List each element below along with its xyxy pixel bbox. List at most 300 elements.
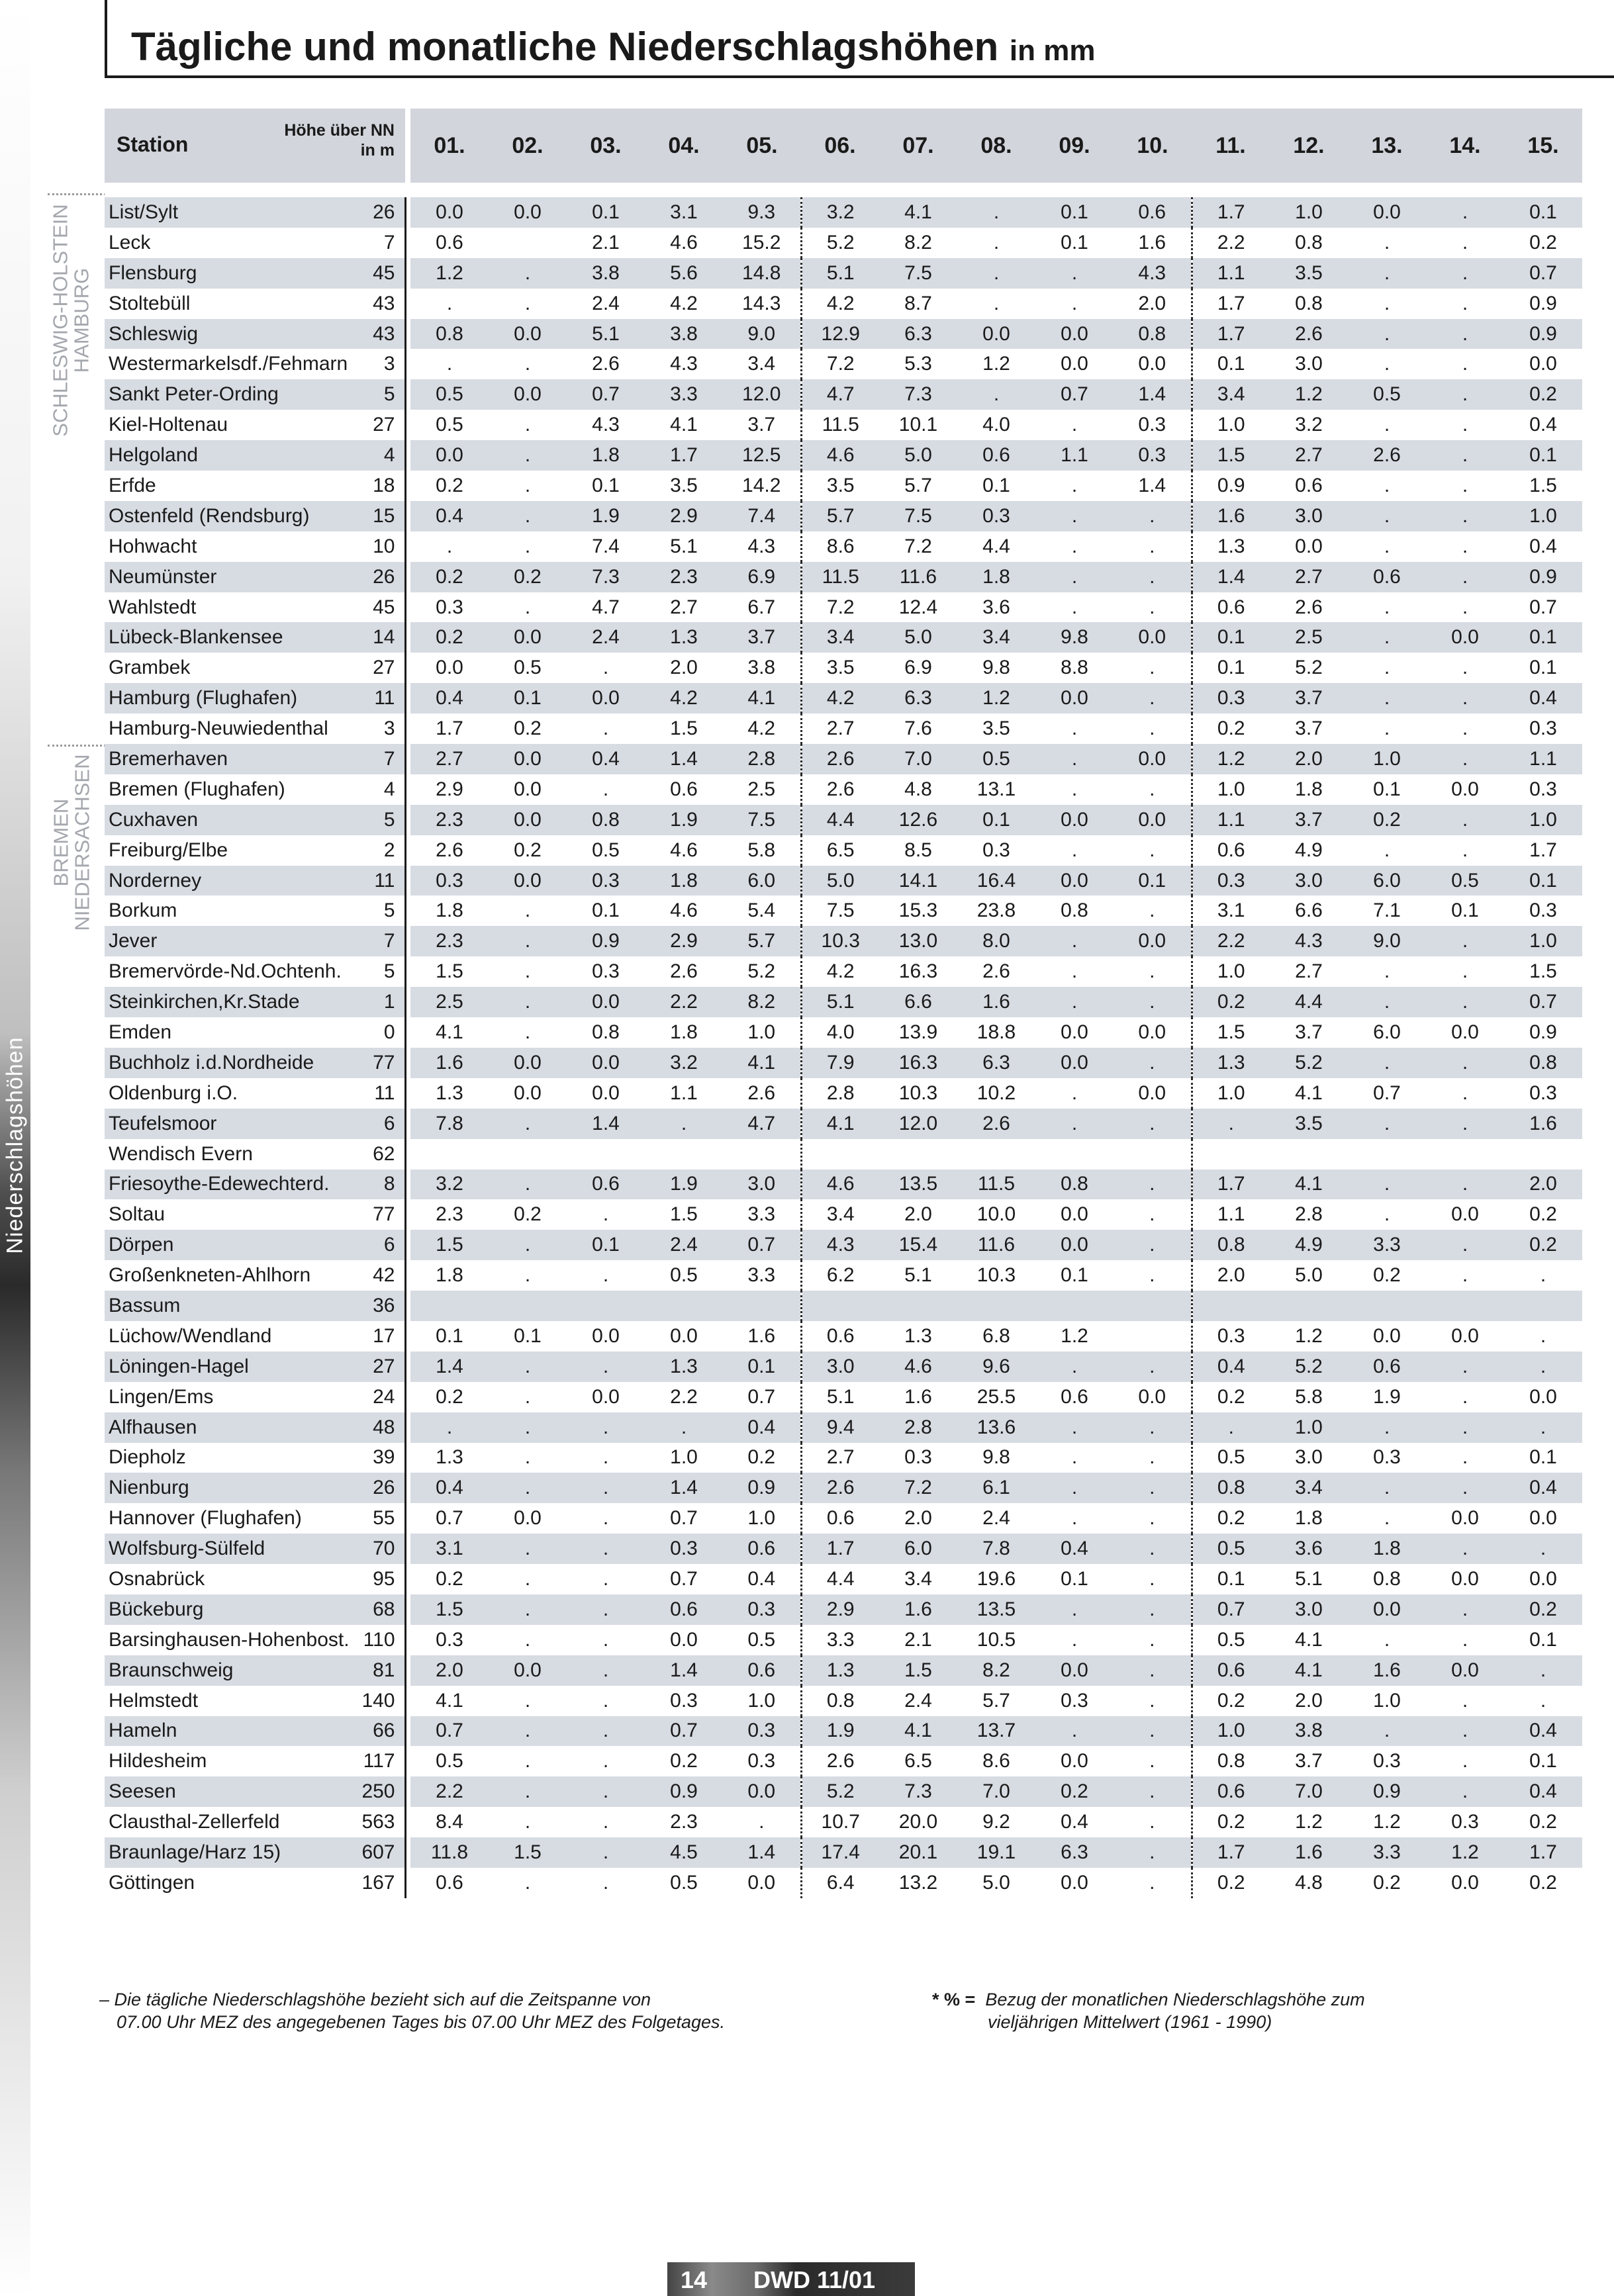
station-elevation-cell: 563 xyxy=(361,1811,395,1833)
daily-value-cell: 5.1 xyxy=(826,1385,855,1408)
station-elevation-cell: 77 xyxy=(357,1048,405,1078)
table-row xyxy=(105,319,1582,349)
daily-value-cell: 0.2 xyxy=(1504,379,1582,410)
daily-value-cell: 0.4 xyxy=(1529,414,1557,436)
daily-value-cell: . xyxy=(567,1473,645,1503)
daily-value-cell: . xyxy=(1071,717,1078,740)
daily-value-cell: 0.6 xyxy=(723,1534,801,1564)
daily-value-cell: 1.2 xyxy=(1373,1811,1401,1833)
table-row xyxy=(105,1109,1582,1139)
daily-value-cell: 0.0 xyxy=(1035,805,1114,835)
daily-value-cell: 2.4 xyxy=(982,1507,1010,1530)
daily-value-cell: . xyxy=(567,1534,645,1564)
daily-value-cell: 0.0 xyxy=(1451,1203,1479,1226)
table-row xyxy=(105,349,1582,379)
daily-value-cell: 7.5 xyxy=(723,805,801,835)
station-name-cell: Erfde xyxy=(109,474,156,496)
daily-value-cell: 0.0 xyxy=(1114,1078,1192,1109)
daily-value-cell: 2.7 xyxy=(826,1446,855,1469)
daily-value-cell: 2.4 xyxy=(592,292,620,314)
daily-value-cell: 14.8 xyxy=(723,258,801,289)
station-elevation-cell: 10 xyxy=(373,535,395,557)
column-separator xyxy=(405,1837,410,1868)
daily-value-cell: 0.1 xyxy=(1217,657,1245,679)
daily-value-cell: . xyxy=(1384,960,1390,983)
daily-value-cell: 1.8 xyxy=(957,562,1035,592)
daily-value-cell: 0.6 xyxy=(1217,596,1245,618)
daily-value-cell: 4.6 xyxy=(801,440,879,471)
daily-value-cell: 2.8 xyxy=(826,1081,855,1104)
daily-value-cell: . xyxy=(993,231,1000,253)
daily-value-cell: . xyxy=(1114,562,1192,592)
daily-value-cell: . xyxy=(410,1412,489,1443)
table-row xyxy=(105,1139,1582,1170)
daily-value-cell: 7.0 xyxy=(879,744,957,774)
daily-value-cell: . xyxy=(957,197,1035,228)
daily-value-cell: 4.2 xyxy=(645,683,723,713)
daily-value-cell: 0.4 xyxy=(1192,1352,1270,1382)
daily-value-cell: 0.3 xyxy=(723,1746,801,1776)
table-row xyxy=(105,1625,1582,1655)
daily-value-cell: 0.3 xyxy=(670,1689,698,1712)
daily-value-cell: 1.4 xyxy=(1114,471,1192,501)
daily-value-cell: 1.0 xyxy=(1504,805,1582,835)
daily-value-cell: . xyxy=(567,1352,645,1382)
daily-value-cell: 0.1 xyxy=(1061,1568,1088,1590)
station-name-cell: Teufelsmoor xyxy=(105,1109,357,1139)
daily-value-cell: 1.2 xyxy=(1061,1324,1088,1347)
daily-value-cell: 3.3 xyxy=(723,1199,801,1230)
daily-value-cell: 2.6 xyxy=(982,960,1010,983)
daily-value-cell: 1.8 xyxy=(436,1264,463,1287)
table-row xyxy=(105,713,1582,744)
daily-value-cell: 0.1 xyxy=(1504,622,1582,653)
table-header-row xyxy=(105,109,1582,183)
daily-value-cell: . xyxy=(1114,956,1192,987)
station-elevation-cell: 7 xyxy=(357,744,405,774)
page-title-unit: in mm xyxy=(1009,34,1096,67)
daily-value-cell: 0.1 xyxy=(489,683,567,713)
day-column-header: 11. xyxy=(1192,109,1270,183)
daily-value-cell: . xyxy=(1426,1412,1504,1443)
daily-value-cell: . xyxy=(1426,805,1504,835)
daily-value-cell: . xyxy=(602,1750,609,1772)
station-elevation-cell: 11 xyxy=(357,866,405,896)
daily-value-cell: 0.7 xyxy=(1529,596,1557,618)
daily-value-cell: . xyxy=(1462,292,1468,314)
daily-value-cell: 0.6 xyxy=(1192,1776,1270,1807)
daily-value-cell: . xyxy=(1462,474,1468,496)
daily-value-cell: . xyxy=(1114,1503,1192,1534)
daily-value-cell: 0.4 xyxy=(410,1473,489,1503)
daily-value-cell: . xyxy=(1384,414,1390,436)
daily-value-cell: 3.2 xyxy=(645,1048,723,1078)
station-name-cell: Wahlstedt xyxy=(109,596,197,618)
column-separator xyxy=(405,1139,410,1170)
daily-value-cell xyxy=(1035,1139,1114,1170)
daily-value-cell: 0.1 xyxy=(1529,1446,1557,1469)
daily-value-cell: 0.4 xyxy=(1061,1811,1088,1833)
daily-value-cell: 4.0 xyxy=(826,1021,855,1043)
column-separator xyxy=(405,713,410,744)
station-elevation-cell: 167 xyxy=(361,1871,395,1894)
table-row xyxy=(105,1017,1582,1048)
column-separator xyxy=(405,562,410,592)
station-elevation-cell: 6 xyxy=(357,1230,405,1260)
daily-value-cell: . xyxy=(1462,839,1468,861)
daily-value-cell: 0.2 xyxy=(489,562,567,592)
daily-value-cell: 14.3 xyxy=(723,289,801,319)
daily-value-cell: 6.0 xyxy=(1373,1021,1401,1043)
daily-value-cell: 0.8 xyxy=(1295,292,1323,314)
station-elevation-cell: 48 xyxy=(357,1412,405,1443)
daily-value-cell: . xyxy=(1114,683,1192,713)
daily-value-cell: 0.1 xyxy=(1451,899,1479,922)
station-name-cell: Cuxhaven xyxy=(105,805,357,835)
column-separator xyxy=(405,1321,410,1352)
page-title xyxy=(131,24,1096,69)
daily-value-cell: 1.9 xyxy=(645,805,723,835)
daily-value-cell: 3.2 xyxy=(1295,414,1323,436)
daily-value-cell: 0.0 xyxy=(514,1507,542,1530)
daily-value-cell: 4.2 xyxy=(826,960,855,983)
daily-value-cell: 15.2 xyxy=(723,228,801,258)
daily-value-cell: 0.2 xyxy=(1217,1507,1245,1530)
daily-value-cell: 2.5 xyxy=(723,774,801,805)
daily-value-cell: 3.5 xyxy=(670,474,698,496)
table-row xyxy=(105,835,1582,866)
daily-value-cell: 0.3 xyxy=(1114,410,1192,440)
daily-value-cell: . xyxy=(567,1655,645,1686)
footnote-right-line1: Bezug der monatlichen Niederschlagshöhe zum xyxy=(985,1990,1365,2009)
table-row xyxy=(105,1048,1582,1078)
daily-value-cell: 5.0 xyxy=(879,622,957,653)
region-label-line: NIEDERSACHSEN xyxy=(70,754,93,931)
daily-value-cell: . xyxy=(524,899,531,922)
station-name-cell: Bremervörde-Nd.Ochtenh. xyxy=(109,960,342,983)
station-name-cell: Braunschweig xyxy=(105,1655,357,1686)
daily-value-cell: 1.3 xyxy=(645,1352,723,1382)
daily-value-cell: 0.1 xyxy=(1529,1750,1557,1772)
column-separator xyxy=(405,683,410,713)
column-separator xyxy=(405,319,410,349)
daily-value-cell: . xyxy=(1071,414,1078,436)
daily-value-cell: . xyxy=(1462,1628,1468,1651)
daily-value-cell: 9.4 xyxy=(801,1412,879,1443)
station-name-cell: Flensburg xyxy=(105,258,357,289)
daily-value-cell: 0.3 xyxy=(1451,1811,1479,1833)
daily-value-cell: 2.0 xyxy=(904,1203,932,1226)
daily-value-cell: 0.5 xyxy=(670,1871,698,1894)
daily-value-cell: 4.1 xyxy=(1295,1628,1323,1651)
column-separator xyxy=(405,1686,410,1716)
region-label-line: HAMBURG xyxy=(70,267,94,373)
daily-value-cell: 0.6 xyxy=(1217,839,1245,861)
column-separator xyxy=(405,805,410,835)
daily-value-cell: 0.0 xyxy=(514,1081,542,1104)
daily-value-cell: 1.8 xyxy=(436,899,463,922)
daily-value-cell: 4.1 xyxy=(670,414,698,436)
daily-value-cell xyxy=(957,1139,1035,1170)
station-name-cell: Göttingen xyxy=(109,1871,195,1894)
daily-value-cell: 0.6 xyxy=(1114,197,1192,228)
daily-value-cell: . xyxy=(602,717,609,740)
station-elevation-cell: 17 xyxy=(373,1324,395,1347)
daily-value-cell: 1.4 xyxy=(1192,562,1270,592)
daily-value-cell: . xyxy=(489,1352,567,1382)
column-separator xyxy=(405,349,410,379)
daily-value-cell: . xyxy=(489,1412,567,1443)
daily-value-cell: 0.0 xyxy=(1061,1750,1088,1772)
daily-value-cell: 3.7 xyxy=(1295,1750,1323,1772)
daily-value-cell: 0.5 xyxy=(1217,1446,1245,1469)
table-row xyxy=(105,258,1582,289)
daily-value-cell: 0.3 xyxy=(1192,683,1270,713)
daily-value-cell: 5.1 xyxy=(567,319,645,349)
daily-value-cell xyxy=(723,1291,801,1321)
daily-value-cell: 0.2 xyxy=(514,1203,542,1226)
station-name-cell: Lingen/Ems xyxy=(109,1385,214,1408)
table-row xyxy=(105,1352,1582,1382)
daily-value-cell: 0.0 xyxy=(489,744,567,774)
daily-value-cell: 0.3 xyxy=(982,839,1010,861)
table-row xyxy=(105,1260,1582,1291)
station-name-cell: List/Sylt xyxy=(105,197,357,228)
precipitation-table xyxy=(105,109,1582,1898)
daily-value-cell: 12.5 xyxy=(723,440,801,471)
daily-value-cell: . xyxy=(1426,1352,1504,1382)
station-elevation-cell: 55 xyxy=(373,1507,395,1530)
daily-value-cell: . xyxy=(524,1385,531,1408)
daily-value-cell: 0.2 xyxy=(514,839,542,861)
daily-value-cell: 0.1 xyxy=(1061,1264,1088,1287)
daily-value-cell: 2.6 xyxy=(670,960,698,983)
daily-value-cell: . xyxy=(567,1716,645,1747)
daily-value-cell: . xyxy=(524,1446,531,1469)
daily-value-cell: 5.2 xyxy=(723,956,801,987)
daily-value-cell: . xyxy=(1426,1776,1504,1807)
daily-value-cell: 7.1 xyxy=(1373,899,1401,922)
daily-value-cell: 1.8 xyxy=(1295,1507,1323,1530)
daily-value-cell: 2.6 xyxy=(1295,596,1323,618)
daily-value-cell: 2.2 xyxy=(1192,926,1270,956)
daily-value-cell: 0.2 xyxy=(1217,1811,1245,1833)
daily-value-cell: 0.5 xyxy=(436,1750,463,1772)
station-name-cell: Bassum xyxy=(105,1291,357,1321)
station-elevation-cell: 15 xyxy=(357,501,405,531)
daily-value-cell: 5.7 xyxy=(801,501,879,531)
daily-value-cell: . xyxy=(1114,592,1192,623)
daily-value-cell: 1.8 xyxy=(645,866,723,896)
station-elevation-cell: 43 xyxy=(373,292,395,314)
daily-value-cell: 0.3 xyxy=(592,960,620,983)
table-row xyxy=(105,926,1582,956)
daily-value-cell: 4.2 xyxy=(723,713,801,744)
daily-value-cell: . xyxy=(1114,987,1192,1017)
station-elevation-cell: 110 xyxy=(363,1628,395,1651)
daily-value-cell: 0.7 xyxy=(1035,379,1114,410)
daily-value-cell: 0.1 xyxy=(1529,1628,1557,1651)
daily-value-cell: 0.0 xyxy=(1114,1017,1192,1048)
daily-value-cell: 0.1 xyxy=(1504,197,1582,228)
daily-value-cell: 3.4 xyxy=(1192,379,1270,410)
daily-value-cell: 5.1 xyxy=(1295,1568,1323,1590)
daily-value-cell: 2.0 xyxy=(410,1655,489,1686)
daily-value-cell: 0.7 xyxy=(670,1507,698,1530)
daily-value-cell: 1.7 xyxy=(801,1534,879,1564)
daily-value-cell: . xyxy=(1071,596,1078,618)
daily-value-cell: 11.6 xyxy=(879,562,957,592)
daily-value-cell: 23.8 xyxy=(976,899,1016,922)
daily-value-cell: . xyxy=(489,440,567,471)
daily-value-cell: . xyxy=(1462,960,1468,983)
daily-value-cell: 0.3 xyxy=(1529,899,1557,922)
daily-value-cell: 1.2 xyxy=(410,258,489,289)
daily-value-cell: 0.0 xyxy=(1061,1021,1088,1043)
daily-value-cell xyxy=(723,1139,801,1170)
daily-value-cell: 1.2 xyxy=(957,683,1035,713)
daily-value-cell: 1.4 xyxy=(645,1473,723,1503)
station-name-cell: Bremerhaven xyxy=(105,744,357,774)
daily-value-cell: 1.5 xyxy=(410,1594,489,1625)
daily-value-cell: 6.8 xyxy=(982,1324,1010,1347)
daily-value-cell: 2.4 xyxy=(567,622,645,653)
daily-value-cell: 2.7 xyxy=(826,717,855,740)
daily-value-cell: 5.1 xyxy=(670,535,698,557)
daily-value-cell: 1.9 xyxy=(801,1716,879,1747)
daily-value-cell: 0.4 xyxy=(1035,1534,1114,1564)
daily-value-cell: 8.5 xyxy=(904,839,932,861)
column-separator xyxy=(405,1594,410,1625)
daily-value-cell: 0.8 xyxy=(592,1021,620,1043)
daily-value-cell: . xyxy=(1348,1716,1426,1747)
table-row xyxy=(105,1776,1582,1807)
daily-value-cell: . xyxy=(1035,987,1114,1017)
daily-value-cell: 1.5 xyxy=(879,1655,957,1686)
daily-value-cell: 10.3 xyxy=(898,1081,938,1104)
daily-value-cell: . xyxy=(1035,1109,1114,1139)
daily-value-cell: 0.8 xyxy=(1192,1230,1270,1260)
daily-value-cell xyxy=(1348,1291,1426,1321)
daily-value-cell: 5.0 xyxy=(879,440,957,471)
daily-value-cell: 3.2 xyxy=(801,197,879,228)
daily-value-cell: 1.7 xyxy=(1192,1170,1270,1200)
daily-value-cell: 1.4 xyxy=(645,1655,723,1686)
daily-value-cell: . xyxy=(1348,622,1426,653)
daily-value-cell: 4.6 xyxy=(801,1170,879,1200)
daily-value-cell: 2.9 xyxy=(645,501,723,531)
daily-value-cell: 2.2 xyxy=(670,1385,698,1408)
daily-value-cell: 0.0 xyxy=(1035,319,1114,349)
station-elevation-cell: 4 xyxy=(383,778,395,800)
column-separator xyxy=(405,987,410,1017)
daily-value-cell: 1.5 xyxy=(670,1203,698,1226)
station-elevation-cell: 42 xyxy=(373,1264,395,1287)
page-footer xyxy=(667,2262,915,2296)
daily-value-cell: . xyxy=(1426,562,1504,592)
daily-value-cell: 7.3 xyxy=(567,562,645,592)
station-name-cell: Neumünster xyxy=(105,562,357,592)
station-name-cell: Norderney xyxy=(105,866,357,896)
table-row xyxy=(105,1716,1582,1747)
table-row xyxy=(105,895,1582,926)
daily-value-cell: . xyxy=(489,1716,567,1747)
daily-value-cell: 1.0 xyxy=(723,1686,801,1716)
daily-value-cell: 0.0 xyxy=(670,1628,698,1651)
daily-value-cell: 6.1 xyxy=(957,1473,1035,1503)
daily-value-cell: . xyxy=(602,1568,609,1590)
daily-value-cell: . xyxy=(567,1776,645,1807)
daily-value-cell: 5.7 xyxy=(982,1689,1010,1712)
daily-value-cell xyxy=(645,1291,723,1321)
station-name-cell: Soltau xyxy=(109,1203,166,1226)
daily-value-cell: . xyxy=(1426,258,1504,289)
daily-value-cell: 3.4 xyxy=(957,622,1035,653)
daily-value-cell: 0.6 xyxy=(826,1324,855,1347)
daily-value-cell: 16.3 xyxy=(879,1048,957,1078)
station-name-cell: Barsinghausen-Hohenbost. xyxy=(109,1628,350,1651)
column-separator xyxy=(405,1564,410,1594)
footnotes xyxy=(99,1988,1556,2041)
daily-value-cell: 5.7 xyxy=(723,926,801,956)
station-elevation-cell: 27 xyxy=(357,1352,405,1382)
daily-value-cell: 12.0 xyxy=(879,1109,957,1139)
daily-value-cell: 6.7 xyxy=(723,592,801,623)
daily-value-cell: 0.2 xyxy=(436,1385,463,1408)
daily-value-cell: . xyxy=(1426,744,1504,774)
station-name-cell: Kiel-Holtenau xyxy=(109,414,228,436)
daily-value-cell: 9.6 xyxy=(957,1352,1035,1382)
daily-value-cell: . xyxy=(1504,1655,1582,1686)
daily-value-cell: 0.0 xyxy=(1035,866,1114,896)
daily-value-cell: 17.4 xyxy=(801,1837,879,1868)
station-name-cell: Wendisch Evern xyxy=(109,1142,253,1165)
daily-value-cell: 0.1 xyxy=(982,474,1010,496)
daily-value-cell: 4.6 xyxy=(670,899,698,922)
daily-value-cell: . xyxy=(1462,1446,1468,1469)
daily-value-cell: 0.2 xyxy=(1035,1776,1114,1807)
daily-value-cell: . xyxy=(1384,353,1390,375)
daily-value-cell: 2.7 xyxy=(670,596,698,618)
daily-value-cell: . xyxy=(1504,1412,1582,1443)
daily-value-cell: 6.0 xyxy=(879,1534,957,1564)
station-elevation-cell: 140 xyxy=(361,1689,395,1712)
daily-value-cell: 7.5 xyxy=(879,258,957,289)
daily-value-cell: 0.0 xyxy=(1114,1382,1192,1412)
daily-value-cell: 0.0 xyxy=(567,1048,645,1078)
daily-value-cell: 6.3 xyxy=(879,683,957,713)
daily-value-cell: 1.6 xyxy=(1270,1837,1348,1868)
column-separator xyxy=(405,1109,410,1139)
daily-value-cell: 1.0 xyxy=(1217,414,1245,436)
daily-value-cell: . xyxy=(1035,1352,1114,1382)
daily-value-cell: 0.2 xyxy=(1373,1264,1401,1287)
daily-value-cell: . xyxy=(1384,1628,1390,1651)
daily-value-cell: 4.2 xyxy=(670,292,698,314)
daily-value-cell: 0.5 xyxy=(723,1625,801,1655)
station-elevation-cell: 68 xyxy=(357,1594,405,1625)
daily-value-cell: 8.4 xyxy=(436,1811,463,1833)
daily-value-cell: 1.3 xyxy=(904,1324,932,1347)
daily-value-cell: 1.6 xyxy=(879,1594,957,1625)
daily-value-cell: 3.7 xyxy=(1295,1021,1323,1043)
daily-value-cell: 0.0 xyxy=(489,1655,567,1686)
daily-value-cell: 0.2 xyxy=(1504,1230,1582,1260)
daily-value-cell: 0.0 xyxy=(1451,1507,1479,1530)
daily-value-cell: . xyxy=(1114,1534,1192,1564)
station-name-cell: Ostenfeld (Rendsburg) xyxy=(105,501,357,531)
daily-value-cell: 2.5 xyxy=(410,987,489,1017)
